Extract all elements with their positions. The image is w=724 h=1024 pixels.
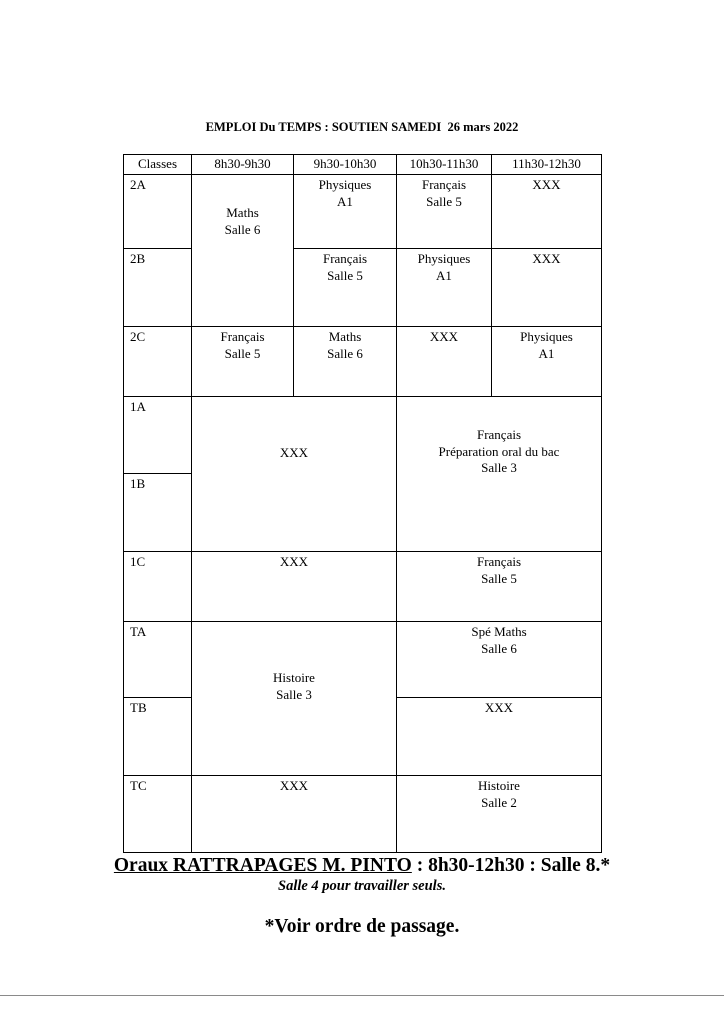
- page-title: EMPLOI Du TEMPS : SOUTIEN SAMEDI 26 mars 2022: [205, 120, 519, 134]
- cell-line: Français: [322, 251, 368, 266]
- cell-francais-2b: [294, 249, 397, 327]
- cell-line: Salle 5: [426, 193, 462, 209]
- cell-line: Salle 6: [481, 640, 517, 656]
- cell-physiques-2c: [492, 327, 602, 397]
- cell-maths-2c: [294, 327, 397, 397]
- cell-line: Français: [220, 329, 265, 344]
- oral-exam-title: Oraux RATTRAPAGES M. PINTO: [113, 855, 412, 876]
- cell-histoire-ta-tb: [192, 622, 397, 776]
- cell-line: Salle 6: [224, 221, 261, 237]
- cell-line: Histoire: [478, 778, 520, 793]
- cell-xxx-tc: [192, 776, 397, 853]
- class-tc: TC: [124, 776, 192, 853]
- class-2b: 2B: [124, 249, 192, 327]
- cell-xxx-2b: [492, 249, 602, 327]
- oral-exam-notice: [0, 855, 724, 877]
- header-slot-3: 10h30-11h30: [397, 155, 492, 175]
- cell-xxx-tb: [397, 698, 602, 776]
- class-2c: 2C: [124, 327, 192, 397]
- class-1c: 1C: [124, 552, 192, 622]
- class-tb: TB: [124, 698, 192, 776]
- class-1a: 1A: [124, 397, 192, 474]
- cell-francais-2c: [192, 327, 294, 397]
- cell-line: XXX: [532, 251, 561, 266]
- cell-line: XXX: [429, 329, 459, 344]
- cell-line: Salle 3: [481, 460, 517, 475]
- cell-xxx-2a: [492, 175, 602, 249]
- cell-spe-maths-ta: [397, 622, 602, 698]
- cell-line: Physiques: [318, 177, 372, 192]
- cell-line: Spé Maths: [471, 624, 527, 639]
- cell-line: Salle 3: [276, 686, 312, 702]
- self-study-note: Salle 4 pour travailler seuls.: [278, 878, 446, 894]
- header-slot-2: 9h30-10h30: [294, 155, 397, 175]
- cell-line: XXX: [279, 778, 309, 793]
- cell-line: XXX: [279, 554, 309, 569]
- header-slot-1: 8h30-9h30: [192, 155, 294, 175]
- row-1c: [124, 552, 602, 622]
- oral-exam-details: : 8h30-12h30 : Salle 8.*: [411, 855, 611, 876]
- cell-xxx-2c: [397, 327, 492, 397]
- cell-francais-2a: [397, 175, 492, 249]
- cell-physiques-2b: [397, 249, 492, 327]
- cell-line: Physiques: [417, 251, 471, 266]
- cell-line: Salle 5: [481, 570, 517, 586]
- cell-line: Physiques: [520, 329, 573, 344]
- cell-line: Salle 5: [327, 267, 363, 283]
- row-1a: [124, 397, 602, 474]
- order-note: *Voir ordre de passage.: [264, 916, 460, 937]
- row-2c: [124, 327, 602, 397]
- cell-line: Français: [476, 427, 522, 442]
- row-tc: [124, 776, 602, 853]
- class-2a: 2A: [124, 175, 192, 249]
- cell-francais-1a-1b: [397, 397, 602, 552]
- cell-maths-2a-2b: [192, 175, 294, 327]
- cell-line: XXX: [279, 445, 309, 460]
- cell-line: A1: [538, 345, 555, 361]
- cell-line: A1: [337, 193, 353, 209]
- cell-line: Français: [476, 554, 522, 569]
- class-1b: 1B: [124, 474, 192, 552]
- bottom-divider: [0, 995, 724, 996]
- cell-physiques-2a: [294, 175, 397, 249]
- header-classes: Classes: [124, 155, 192, 175]
- cell-line: Salle 5: [224, 345, 261, 361]
- cell-line: Préparation oral du bac: [438, 443, 560, 459]
- row-2a: [124, 175, 602, 249]
- header-slot-4: 11h30-12h30: [492, 155, 602, 175]
- cell-line: A1: [436, 267, 452, 283]
- cell-xxx-1a-1b: [192, 397, 397, 552]
- cell-line: Salle 2: [481, 794, 517, 810]
- cell-line: XXX: [484, 700, 514, 715]
- cell-francais-1c: [397, 552, 602, 622]
- row-ta: [124, 622, 602, 698]
- cell-line: Maths: [226, 205, 259, 220]
- cell-xxx-1c: [192, 552, 397, 622]
- timetable: [123, 154, 602, 853]
- cell-line: Français: [421, 177, 467, 192]
- class-ta: TA: [124, 622, 192, 698]
- cell-histoire-tc: [397, 776, 602, 853]
- cell-line: XXX: [532, 177, 561, 192]
- cell-line: Histoire: [273, 670, 315, 685]
- cell-line: Maths: [328, 329, 362, 344]
- header-row: [124, 155, 602, 175]
- cell-line: Salle 6: [327, 345, 363, 361]
